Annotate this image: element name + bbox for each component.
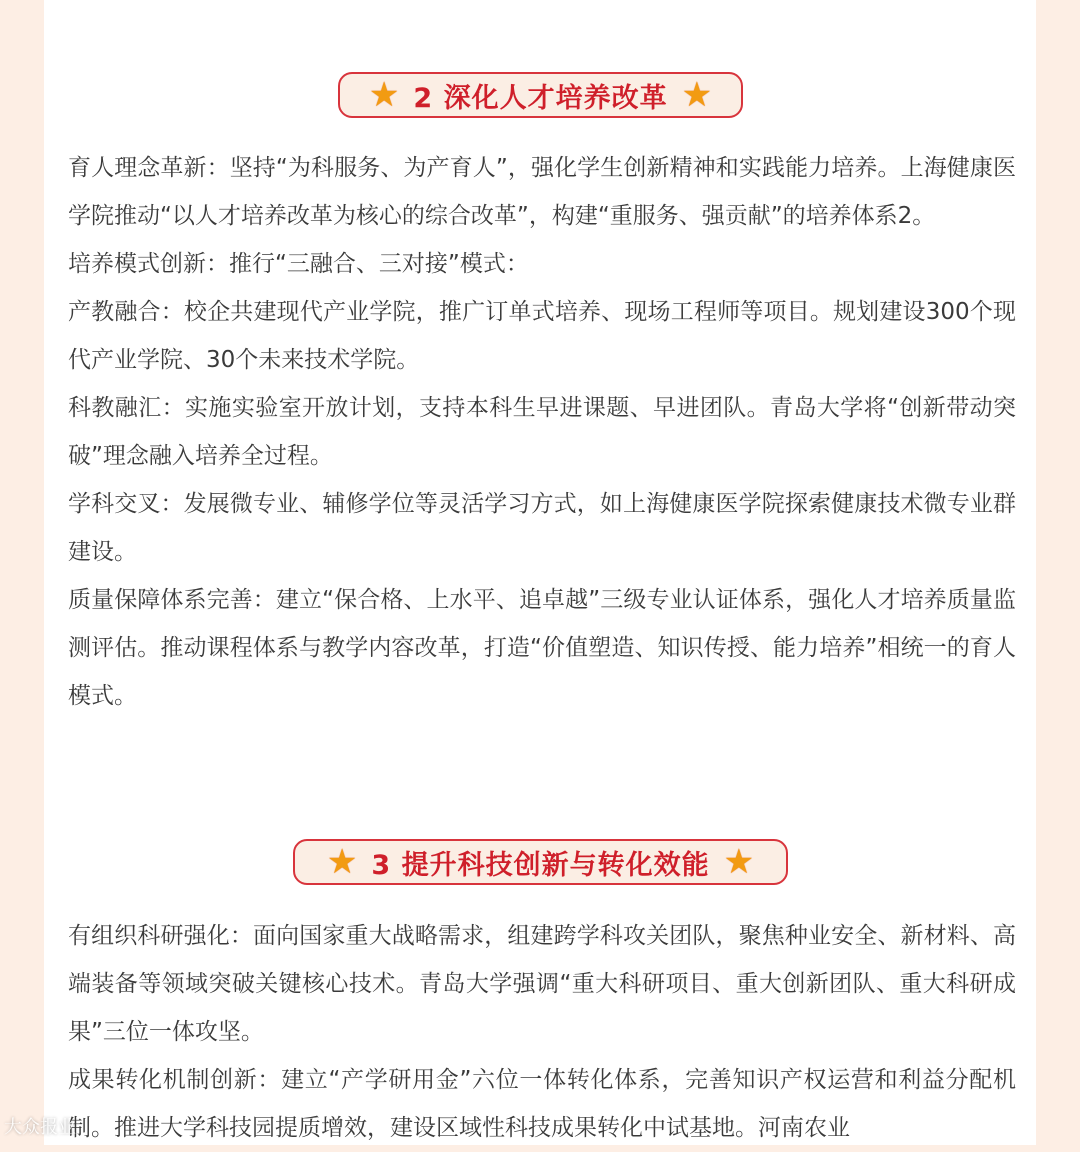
section-2-heading [338, 72, 743, 118]
section-2-title: 2 深化人才培养改革 [413, 82, 668, 114]
paragraph: 育人理念革新：坚持“为科服务、为产育人”，强化学生创新精神和实践能力培养。上海健康医学院推动“以人才培养改革为核心的综合改革”，构建“重服务、强贡献”的培养体系2。 [68, 155, 1016, 229]
paragraph: 培养模式创新：推行“三融合、三对接”模式： [68, 251, 529, 277]
section-3-title: 3 提升科技创新与转化效能 [371, 849, 710, 881]
paragraph: 科教融汇：实施实验室开放计划，支持本科生早进课题、早进团队。青岛大学将“创新带动突破”理念融入培养全过程。 [68, 395, 1016, 469]
section-3-body [68, 912, 1016, 1152]
paragraph: 产教融合：校企共建现代产业学院，推广订单式培养、现场工程师等项目。规划建设300个现代产业学院、30个未来技术学院。 [68, 299, 1016, 373]
star-icon: ★ [368, 75, 400, 115]
star-icon: ★ [723, 842, 755, 882]
watermark-logo: 大众报业 [4, 1117, 76, 1138]
section-2-body [68, 144, 1016, 720]
paragraph: 质量保障体系完善：建立“保合格、上水平、追卓越”三级专业认证体系，强化人才培养质量监测评估。推动课程体系与教学内容改革，打造“价值塑造、知识传授、能力培养”相统一的育人模式。 [68, 587, 1016, 709]
star-icon: ★ [681, 75, 713, 115]
section-3-heading [293, 839, 788, 885]
star-icon: ★ [326, 842, 358, 882]
paragraph: 学科交叉：发展微专业、辅修学位等灵活学习方式，如上海健康医学院探索健康技术微专业群建设。 [68, 491, 1016, 565]
paragraph: 成果转化机制创新：建立“产学研用金”六位一体转化体系，完善知识产权运营和利益分配机制。推进大学科技园提质增效，建设区域性科技成果转化中试基地。河南农业 [68, 1067, 1016, 1141]
paragraph: 有组织科研强化：面向国家重大战略需求，组建跨学科攻关团队，聚焦种业安全、新材料、高端装备等领域突破关键核心技术。青岛大学强调“重大科研项目、重大创新团队、重大科研成果”三位一体攻坚。 [68, 923, 1016, 1045]
